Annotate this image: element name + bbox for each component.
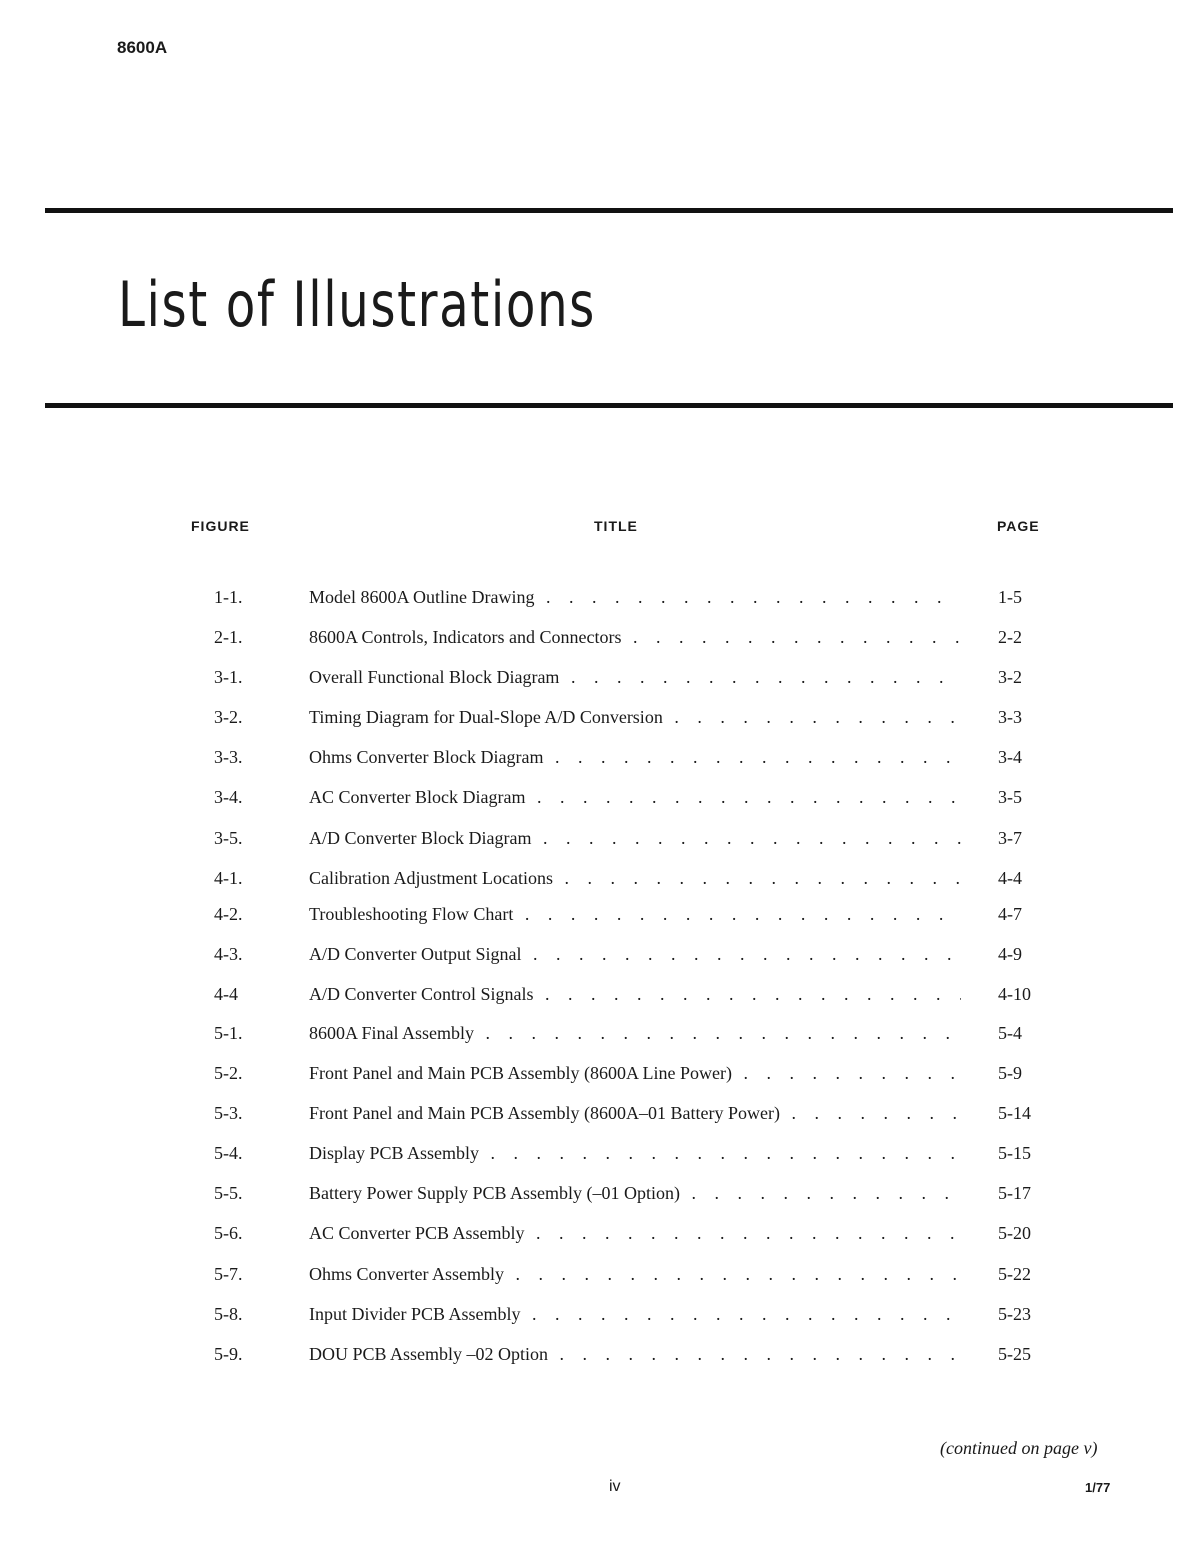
figure-title: DOU PCB Assembly –02 Option . . .: [309, 1344, 961, 1365]
top-rule: [45, 208, 1173, 213]
list-item: [0, 1304, 1191, 1328]
list-item: [0, 747, 1191, 771]
figure-title: Overall Functional Block Diagram . . .: [309, 667, 961, 688]
list-item: [0, 707, 1191, 731]
page-ref: 5-14: [998, 1103, 1031, 1123]
figure-title: Input Divider PCB Assembly . . .: [309, 1304, 961, 1325]
figure-number: 3-3.: [214, 747, 243, 767]
figure-number: 5-3.: [214, 1103, 243, 1123]
page-ref: 3-3: [998, 707, 1022, 727]
figure-number: 3-5.: [214, 828, 243, 848]
figure-number: 5-5.: [214, 1183, 243, 1203]
list-item: [0, 904, 1191, 928]
list-item: [0, 828, 1191, 852]
figure-number: 5-2.: [214, 1063, 243, 1083]
column-header-figure: FIGURE: [191, 518, 250, 534]
figure-number: 5-7.: [214, 1264, 243, 1284]
figure-title: Calibration Adjustment Locations . . .: [309, 868, 961, 889]
figure-title: Battery Power Supply PCB Assembly (–01 Option) . . .: [309, 1183, 961, 1204]
page-ref: 2-2: [998, 627, 1022, 647]
bottom-rule: [45, 403, 1173, 408]
list-item: [0, 587, 1191, 611]
list-item: [0, 667, 1191, 691]
figure-title: A/D Converter Block Diagram . . .: [309, 828, 961, 849]
figure-title: Display PCB Assembly . . .: [309, 1143, 961, 1164]
page-ref: 3-5: [998, 787, 1022, 807]
page-ref: 4-7: [998, 904, 1022, 924]
figure-number: 3-2.: [214, 707, 243, 727]
figure-title: AC Converter Block Diagram . . .: [309, 787, 961, 808]
list-item: [0, 1143, 1191, 1167]
figure-title: 8600A Controls, Indicators and Connectors . . .: [309, 627, 961, 648]
list-item: [0, 1183, 1191, 1207]
list-item: [0, 868, 1191, 892]
list-item: [0, 627, 1191, 651]
page-ref: 5-23: [998, 1304, 1031, 1324]
figure-title: A/D Converter Output Signal . . .: [309, 944, 961, 965]
figure-title: Troubleshooting Flow Chart . . .: [309, 904, 961, 925]
figure-number: 4-2.: [214, 904, 243, 924]
page-ref: 5-9: [998, 1063, 1022, 1083]
page-ref: 5-22: [998, 1264, 1031, 1284]
figure-title: Front Panel and Main PCB Assembly (8600A–01 Battery Power) . . .: [309, 1103, 961, 1124]
figure-number: 5-1.: [214, 1023, 243, 1043]
page-ref: 5-20: [998, 1223, 1031, 1243]
list-item: [0, 1264, 1191, 1288]
figure-number: 5-9.: [214, 1344, 243, 1364]
figure-number: 4-1.: [214, 868, 243, 888]
figure-number: 5-4.: [214, 1143, 243, 1163]
figure-number: 5-8.: [214, 1304, 243, 1324]
list-item: [0, 787, 1191, 811]
figure-title: Ohms Converter Assembly . . .: [309, 1264, 961, 1285]
page-ref: 4-4: [998, 868, 1022, 888]
figure-title: Front Panel and Main PCB Assembly (8600A Line Power) . . .: [309, 1063, 961, 1084]
figure-title: Model 8600A Outline Drawing . . .: [309, 587, 961, 608]
list-item: [0, 1223, 1191, 1247]
figure-title: A/D Converter Control Signals . . .: [309, 984, 961, 1005]
page-ref: 5-17: [998, 1183, 1031, 1203]
list-item: [0, 1344, 1191, 1368]
page-title: List of Illustrations: [118, 268, 596, 341]
figure-title: Timing Diagram for Dual-Slope A/D Conversion . . .: [309, 707, 961, 728]
list-item: [0, 1063, 1191, 1087]
figure-number: 1-1.: [214, 587, 243, 607]
figure-number: 5-6.: [214, 1223, 243, 1243]
column-header-page: PAGE: [997, 518, 1040, 534]
figure-number: 4-4: [214, 984, 238, 1004]
list-item: [0, 1023, 1191, 1047]
page-ref: 4-9: [998, 944, 1022, 964]
figure-number: 4-3.: [214, 944, 243, 964]
figure-title: Ohms Converter Block Diagram . . .: [309, 747, 961, 768]
page-ref: 3-4: [998, 747, 1022, 767]
page-ref: 5-15: [998, 1143, 1031, 1163]
figure-title: AC Converter PCB Assembly . . .: [309, 1223, 961, 1244]
revision-date: 1/77: [1085, 1480, 1111, 1495]
figure-title: 8600A Final Assembly . . .: [309, 1023, 961, 1044]
list-item: [0, 944, 1191, 968]
figure-number: 3-4.: [214, 787, 243, 807]
figure-number: 2-1.: [214, 627, 243, 647]
page-ref: 5-4: [998, 1023, 1022, 1043]
page-ref: 3-7: [998, 828, 1022, 848]
figure-number: 3-1.: [214, 667, 243, 687]
model-number: 8600A: [117, 38, 168, 57]
page-ref: 5-25: [998, 1344, 1031, 1364]
list-item: [0, 1103, 1191, 1127]
page-ref: 4-10: [998, 984, 1031, 1004]
continued-note: (continued on page v): [940, 1438, 1098, 1458]
column-header-title: TITLE: [594, 518, 638, 534]
page-number: iv: [609, 1478, 621, 1495]
page-ref: 1-5: [998, 587, 1022, 607]
list-item: [0, 984, 1191, 1008]
page-ref: 3-2: [998, 667, 1022, 687]
